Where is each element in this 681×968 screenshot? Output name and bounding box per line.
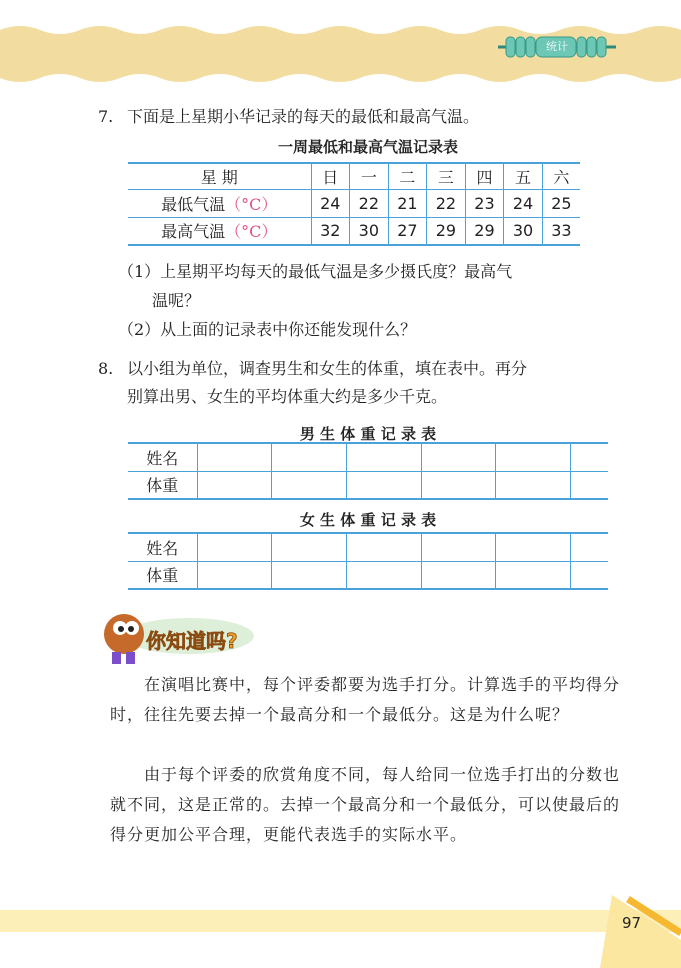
- cell: 23: [465, 189, 504, 217]
- q8-line1: 以小组为单位，调查男生和女生的体重，填在表中。再分: [127, 359, 528, 378]
- blank-cell[interactable]: [197, 533, 272, 561]
- page-number: 97: [622, 914, 642, 932]
- did-you-know-badge: 你知道吗?: [146, 629, 238, 653]
- row-label: 姓名: [128, 533, 197, 561]
- mascot-icon: [94, 606, 254, 668]
- unit: （°C）: [225, 194, 278, 214]
- blank-cell[interactable]: [571, 533, 608, 561]
- cell: 24: [311, 189, 350, 217]
- day: 六: [542, 163, 580, 189]
- q8-line2: 别算出男、女生的平均体重大约是多少千克。: [127, 387, 448, 406]
- day: 五: [504, 163, 543, 189]
- cell: 32: [311, 217, 350, 245]
- boys-weight-table: [128, 442, 608, 500]
- unit: （°C）: [225, 222, 278, 242]
- blank-cell[interactable]: [496, 443, 571, 471]
- cell: 30: [504, 217, 543, 245]
- cell: 29: [465, 217, 504, 245]
- q8-number: 8.: [98, 359, 114, 378]
- blank-cell[interactable]: [346, 443, 421, 471]
- blank-cell[interactable]: [346, 533, 421, 561]
- table-row: [128, 189, 580, 217]
- girls-weight-table: [128, 532, 608, 590]
- blank-cell[interactable]: [421, 533, 496, 561]
- blank-cell[interactable]: [272, 533, 347, 561]
- q7-text: 下面是上星期小华记录的每天的最低和最高气温。: [127, 107, 480, 126]
- row-label: 体重: [128, 471, 197, 499]
- cell: 21: [388, 189, 427, 217]
- row-label: 体重: [128, 561, 197, 589]
- q7-sub1-cont: 温呢？: [152, 291, 201, 310]
- header-label: 星 期: [128, 163, 311, 189]
- blank-cell[interactable]: [421, 471, 496, 499]
- q7-table-title: 一周最低和最高气温记录表: [277, 138, 458, 156]
- paragraph-1: 在演唱比赛中，每个评委都要为选手打分。计算选手的平均得分时，往往先要去掉一个最高分和一个最低分。这是为什么呢？: [110, 675, 621, 724]
- cell: 24: [504, 189, 543, 217]
- blank-cell[interactable]: [421, 443, 496, 471]
- blank-cell[interactable]: [346, 471, 421, 499]
- blank-cell[interactable]: [346, 561, 421, 589]
- row-label: 姓名: [128, 443, 197, 471]
- girls-table-title: 女 生 体 重 记 录 表: [299, 511, 437, 529]
- cell: 25: [542, 189, 580, 217]
- cell: 30: [350, 217, 389, 245]
- q7-sub2: （2）从上面的记录表中你还能发现什么？: [118, 320, 417, 339]
- blank-cell[interactable]: [197, 561, 272, 589]
- blank-cell[interactable]: [496, 471, 571, 499]
- cell: 33: [542, 217, 580, 245]
- footer-band: [0, 910, 681, 932]
- row-label: [128, 217, 311, 245]
- blank-cell[interactable]: [496, 533, 571, 561]
- label: 最高气温: [161, 222, 226, 242]
- day: 一: [350, 163, 389, 189]
- paragraph-2: 由于每个评委的欣赏角度不同，每人给同一位选手打出的分数也就不同，这是正常的。去掉一个最高分和一个最低分，可以使最后的得分更加公平合理，更能代表选手的实际水平。: [110, 765, 621, 844]
- q7-sub1: （1）上星期平均每天的最低气温是多少摄氏度？最高气: [118, 262, 513, 281]
- blank-cell[interactable]: [571, 561, 608, 589]
- day: 四: [465, 163, 504, 189]
- blank-cell[interactable]: [571, 443, 608, 471]
- label: 最低气温: [161, 194, 226, 214]
- table-row: [128, 217, 580, 245]
- cell: 29: [427, 217, 466, 245]
- day: 二: [388, 163, 427, 189]
- blank-cell[interactable]: [272, 561, 347, 589]
- blank-cell[interactable]: [421, 561, 496, 589]
- q7-number: 7.: [98, 107, 114, 126]
- blank-cell[interactable]: [496, 561, 571, 589]
- chapter-tag: [498, 34, 616, 60]
- cell: 22: [427, 189, 466, 217]
- blank-cell[interactable]: [272, 471, 347, 499]
- day: 日: [311, 163, 350, 189]
- temperature-table: [128, 162, 580, 246]
- cell: 22: [350, 189, 389, 217]
- blank-cell[interactable]: [571, 471, 608, 499]
- boys-table-title: 男 生 体 重 记 录 表: [299, 425, 437, 443]
- day: 三: [427, 163, 466, 189]
- chapter-label: 统计: [546, 40, 568, 53]
- blank-cell[interactable]: [197, 471, 272, 499]
- cell: 27: [388, 217, 427, 245]
- row-label: [128, 189, 311, 217]
- blank-cell[interactable]: [272, 443, 347, 471]
- blank-cell[interactable]: [197, 443, 272, 471]
